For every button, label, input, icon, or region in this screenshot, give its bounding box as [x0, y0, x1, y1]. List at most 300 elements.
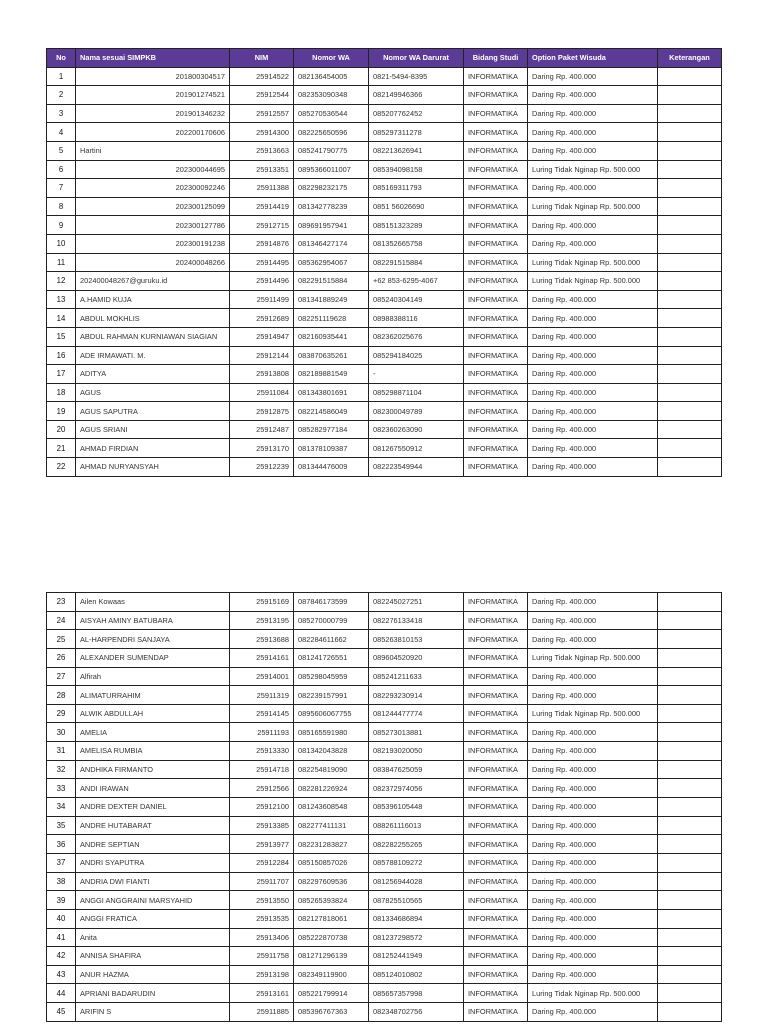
- cell-bidang-studi: INFORMATIKA: [464, 872, 528, 891]
- cell-no: 18: [47, 383, 76, 402]
- cell-nomor-wa-darurat: 082348702756: [369, 1003, 464, 1022]
- table-row: [47, 723, 722, 742]
- cell-option-paket: Daring Rp. 400.000: [528, 798, 658, 817]
- cell-option-paket: Daring Rp. 400.000: [528, 816, 658, 835]
- cell-bidang-studi: INFORMATIKA: [464, 234, 528, 253]
- cell-option-paket: Daring Rp. 400.000: [528, 760, 658, 779]
- cell-nim: 25911499: [230, 290, 294, 309]
- cell-keterangan: [658, 947, 722, 966]
- cell-nim: 25912144: [230, 346, 294, 365]
- cell-bidang-studi: INFORMATIKA: [464, 723, 528, 742]
- cell-no: 42: [47, 947, 76, 966]
- cell-nomor-wa-darurat: 0821-5494-8395: [369, 67, 464, 86]
- table-row: [47, 648, 722, 667]
- table-row: [47, 234, 722, 253]
- cell-bidang-studi: INFORMATIKA: [464, 346, 528, 365]
- cell-nomor-wa-darurat: 082276133418: [369, 611, 464, 630]
- header-option-paket: Option Paket Wisuda: [528, 49, 658, 68]
- cell-option-paket: Daring Rp. 400.000: [528, 67, 658, 86]
- cell-nomor-wa-darurat: 082362025676: [369, 327, 464, 346]
- table-row: [47, 593, 722, 612]
- cell-keterangan: [658, 909, 722, 928]
- cell-nomor-wa: 081243608548: [294, 798, 369, 817]
- cell-nomor-wa: 082136454005: [294, 67, 369, 86]
- cell-nim: 25914718: [230, 760, 294, 779]
- cell-keterangan: [658, 383, 722, 402]
- cell-keterangan: [658, 365, 722, 384]
- cell-nama: 202300191238: [76, 234, 230, 253]
- cell-bidang-studi: INFORMATIKA: [464, 798, 528, 817]
- cell-keterangan: [658, 779, 722, 798]
- cell-nama: ANGGI FRATICA: [76, 909, 230, 928]
- cell-keterangan: [658, 891, 722, 910]
- cell-option-paket: Daring Rp. 400.000: [528, 141, 658, 160]
- cell-nim: 25914495: [230, 253, 294, 272]
- cell-nama: ANDRE DEXTER DANIEL: [76, 798, 230, 817]
- cell-nama: 201800304517: [76, 67, 230, 86]
- cell-no: 23: [47, 593, 76, 612]
- cell-no: 26: [47, 648, 76, 667]
- cell-nomor-wa-darurat: 085241211633: [369, 667, 464, 686]
- cell-nama: AISYAH AMINY BATUBARA: [76, 611, 230, 630]
- cell-nomor-wa: 082353090348: [294, 86, 369, 105]
- cell-bidang-studi: INFORMATIKA: [464, 458, 528, 477]
- cell-nama: ABDUL MOKHLIS: [76, 309, 230, 328]
- cell-option-paket: Daring Rp. 400.000: [528, 779, 658, 798]
- cell-nama: ABDUL RAHMAN KURNIAWAN SIAGIAN: [76, 327, 230, 346]
- cell-nim: 25914300: [230, 123, 294, 142]
- table-row: [47, 420, 722, 439]
- cell-bidang-studi: INFORMATIKA: [464, 104, 528, 123]
- cell-keterangan: [658, 420, 722, 439]
- cell-no: 6: [47, 160, 76, 179]
- cell-option-paket: Daring Rp. 400.000: [528, 179, 658, 198]
- table-row: [47, 346, 722, 365]
- table-row: [47, 365, 722, 384]
- cell-nomor-wa: 085222870738: [294, 928, 369, 947]
- cell-option-paket: Daring Rp. 400.000: [528, 947, 658, 966]
- cell-keterangan: [658, 272, 722, 291]
- cell-nomor-wa: 081342778239: [294, 197, 369, 216]
- cell-option-paket: Daring Rp. 400.000: [528, 365, 658, 384]
- cell-keterangan: [658, 1003, 722, 1022]
- cell-no: 21: [47, 439, 76, 458]
- cell-nomor-wa-darurat: 082300049789: [369, 402, 464, 421]
- cell-option-paket: Daring Rp. 400.000: [528, 309, 658, 328]
- participants-table-page-1: [46, 48, 722, 477]
- cell-nama: AL-HARPENDRI SANJAYA: [76, 630, 230, 649]
- cell-nomor-wa: 082277411131: [294, 816, 369, 835]
- cell-bidang-studi: INFORMATIKA: [464, 402, 528, 421]
- cell-nama: Ailen Kowaas: [76, 593, 230, 612]
- cell-nim: 25913663: [230, 141, 294, 160]
- cell-bidang-studi: INFORMATIKA: [464, 891, 528, 910]
- header-no: No: [47, 49, 76, 68]
- cell-option-paket: Luring Tidak Nginap Rp. 500.000: [528, 253, 658, 272]
- table-row: [47, 816, 722, 835]
- cell-option-paket: Daring Rp. 400.000: [528, 835, 658, 854]
- cell-nomor-wa-darurat: 089604520920: [369, 648, 464, 667]
- cell-option-paket: Daring Rp. 400.000: [528, 290, 658, 309]
- table-body-page-1: [47, 67, 722, 476]
- header-nim: NIM: [230, 49, 294, 68]
- cell-nama: Hartini: [76, 141, 230, 160]
- cell-nomor-wa-darurat: 085151323289: [369, 216, 464, 235]
- cell-keterangan: [658, 67, 722, 86]
- cell-no: 30: [47, 723, 76, 742]
- cell-no: 41: [47, 928, 76, 947]
- cell-nomor-wa: 082127818061: [294, 909, 369, 928]
- cell-no: 27: [47, 667, 76, 686]
- cell-nomor-wa: 085270536544: [294, 104, 369, 123]
- cell-bidang-studi: INFORMATIKA: [464, 439, 528, 458]
- cell-no: 33: [47, 779, 76, 798]
- cell-nomor-wa: 087846173599: [294, 593, 369, 612]
- cell-keterangan: [658, 123, 722, 142]
- cell-option-paket: Daring Rp. 400.000: [528, 872, 658, 891]
- cell-nim: 25913385: [230, 816, 294, 835]
- cell-nomor-wa: 082349119900: [294, 965, 369, 984]
- cell-option-paket: Luring Tidak Nginap Rp. 500.000: [528, 648, 658, 667]
- cell-nomor-wa-darurat: +62 853-6295-4067: [369, 272, 464, 291]
- cell-nomor-wa-darurat: 08988388116: [369, 309, 464, 328]
- cell-keterangan: [658, 216, 722, 235]
- cell-keterangan: [658, 290, 722, 309]
- cell-nama: 202300125099: [76, 197, 230, 216]
- cell-nama: ANDI IRAWAN: [76, 779, 230, 798]
- cell-bidang-studi: INFORMATIKA: [464, 290, 528, 309]
- cell-bidang-studi: INFORMATIKA: [464, 742, 528, 761]
- cell-nama: ALWIK ABDULLAH: [76, 704, 230, 723]
- cell-nomor-wa-darurat: 085297311278: [369, 123, 464, 142]
- cell-no: 45: [47, 1003, 76, 1022]
- cell-bidang-studi: INFORMATIKA: [464, 704, 528, 723]
- cell-no: 43: [47, 965, 76, 984]
- table-row: [47, 928, 722, 947]
- cell-nomor-wa: 085282977184: [294, 420, 369, 439]
- cell-no: 16: [47, 346, 76, 365]
- cell-option-paket: Luring Tidak Nginap Rp. 500.000: [528, 704, 658, 723]
- cell-nim: 25911388: [230, 179, 294, 198]
- cell-nim: 25911319: [230, 686, 294, 705]
- cell-keterangan: [658, 593, 722, 612]
- cell-bidang-studi: INFORMATIKA: [464, 947, 528, 966]
- cell-nomor-wa-darurat: 088261116013: [369, 816, 464, 835]
- table-row: [47, 760, 722, 779]
- cell-keterangan: [658, 458, 722, 477]
- cell-nomor-wa: 083870635261: [294, 346, 369, 365]
- cell-nomor-wa: 085298045959: [294, 667, 369, 686]
- cell-nama: ANGGI ANGGRAINI MARSYAHID: [76, 891, 230, 910]
- cell-no: 39: [47, 891, 76, 910]
- cell-nomor-wa: 0895366011007: [294, 160, 369, 179]
- cell-option-paket: Daring Rp. 400.000: [528, 216, 658, 235]
- table-row: [47, 383, 722, 402]
- cell-nama: 202300092246: [76, 179, 230, 198]
- cell-option-paket: Daring Rp. 400.000: [528, 742, 658, 761]
- cell-option-paket: Daring Rp. 400.000: [528, 853, 658, 872]
- cell-nomor-wa-darurat: 081244477774: [369, 704, 464, 723]
- cell-bidang-studi: INFORMATIKA: [464, 327, 528, 346]
- cell-option-paket: Daring Rp. 400.000: [528, 234, 658, 253]
- table-row: [47, 704, 722, 723]
- cell-nomor-wa: 081342043828: [294, 742, 369, 761]
- cell-nomor-wa-darurat: 082213626941: [369, 141, 464, 160]
- cell-nomor-wa: 089691957941: [294, 216, 369, 235]
- cell-bidang-studi: INFORMATIKA: [464, 611, 528, 630]
- cell-bidang-studi: INFORMATIKA: [464, 593, 528, 612]
- cell-nomor-wa-darurat: 081267550912: [369, 439, 464, 458]
- cell-no: 37: [47, 853, 76, 872]
- cell-nomor-wa-darurat: 083847625059: [369, 760, 464, 779]
- cell-nomor-wa-darurat: 082372974056: [369, 779, 464, 798]
- cell-nama: AHMAD NURYANSYAH: [76, 458, 230, 477]
- cell-nama: ADITYA: [76, 365, 230, 384]
- cell-nomor-wa: 082298232175: [294, 179, 369, 198]
- cell-nama: 202400048267@guruku.id: [76, 272, 230, 291]
- cell-no: 22: [47, 458, 76, 477]
- cell-nama: Anita: [76, 928, 230, 947]
- cell-nama: Alfirah: [76, 667, 230, 686]
- cell-no: 44: [47, 984, 76, 1003]
- cell-nim: 25912715: [230, 216, 294, 235]
- cell-nama: A.HAMID KUJA: [76, 290, 230, 309]
- cell-nomor-wa: 085241790775: [294, 141, 369, 160]
- cell-nama: ANDRE HUTABARAT: [76, 816, 230, 835]
- cell-no: 36: [47, 835, 76, 854]
- cell-nim: 25913351: [230, 160, 294, 179]
- cell-no: 9: [47, 216, 76, 235]
- table-row: [47, 853, 722, 872]
- cell-no: 17: [47, 365, 76, 384]
- cell-keterangan: [658, 439, 722, 458]
- cell-keterangan: [658, 704, 722, 723]
- cell-option-paket: Daring Rp. 400.000: [528, 891, 658, 910]
- cell-keterangan: [658, 104, 722, 123]
- header-wa-darurat: Nomor WA Darurat: [369, 49, 464, 68]
- cell-nomor-wa-darurat: 085273013881: [369, 723, 464, 742]
- cell-keterangan: [658, 630, 722, 649]
- cell-bidang-studi: INFORMATIKA: [464, 67, 528, 86]
- cell-keterangan: [658, 253, 722, 272]
- cell-option-paket: Daring Rp. 400.000: [528, 458, 658, 477]
- cell-nim: 25914145: [230, 704, 294, 723]
- cell-no: 20: [47, 420, 76, 439]
- cell-option-paket: Daring Rp. 400.000: [528, 439, 658, 458]
- cell-keterangan: [658, 872, 722, 891]
- cell-nama: ANDHIKA FIRMANTO: [76, 760, 230, 779]
- cell-keterangan: [658, 234, 722, 253]
- cell-bidang-studi: INFORMATIKA: [464, 816, 528, 835]
- cell-nim: 25914419: [230, 197, 294, 216]
- cell-nim: 25911084: [230, 383, 294, 402]
- cell-nim: 25913688: [230, 630, 294, 649]
- cell-nomor-wa-darurat: 085124010802: [369, 965, 464, 984]
- table-row: [47, 630, 722, 649]
- cell-no: 12: [47, 272, 76, 291]
- cell-nim: 25912557: [230, 104, 294, 123]
- cell-nomor-wa: 082284611662: [294, 630, 369, 649]
- cell-no: 4: [47, 123, 76, 142]
- cell-nomor-wa-darurat: 082282255265: [369, 835, 464, 854]
- table-row: [47, 216, 722, 235]
- cell-nomor-wa: 085165591980: [294, 723, 369, 742]
- cell-bidang-studi: INFORMATIKA: [464, 123, 528, 142]
- cell-nim: 25913161: [230, 984, 294, 1003]
- cell-bidang-studi: INFORMATIKA: [464, 835, 528, 854]
- table-row: [47, 309, 722, 328]
- table-row: [47, 1003, 722, 1022]
- table-row: [47, 197, 722, 216]
- table-row: [47, 67, 722, 86]
- cell-nomor-wa-darurat: -: [369, 365, 464, 384]
- cell-nama: 201901274521: [76, 86, 230, 105]
- cell-no: 28: [47, 686, 76, 705]
- cell-nomor-wa: 082160935441: [294, 327, 369, 346]
- cell-no: 35: [47, 816, 76, 835]
- cell-option-paket: Daring Rp. 400.000: [528, 630, 658, 649]
- cell-nama: ALEXANDER SUMENDAP: [76, 648, 230, 667]
- table-row: [47, 253, 722, 272]
- cell-nomor-wa-darurat: 081237298572: [369, 928, 464, 947]
- cell-nomor-wa-darurat: 085657357998: [369, 984, 464, 1003]
- cell-nim: 25913195: [230, 611, 294, 630]
- cell-nim: 25912544: [230, 86, 294, 105]
- cell-nim: 25912875: [230, 402, 294, 421]
- cell-nomor-wa: 082239157991: [294, 686, 369, 705]
- cell-keterangan: [658, 160, 722, 179]
- cell-nomor-wa-darurat: 081334686894: [369, 909, 464, 928]
- cell-option-paket: Daring Rp. 400.000: [528, 383, 658, 402]
- cell-no: 11: [47, 253, 76, 272]
- cell-nama: AGUS: [76, 383, 230, 402]
- cell-nim: 25915169: [230, 593, 294, 612]
- cell-option-paket: Daring Rp. 400.000: [528, 420, 658, 439]
- cell-nim: 25912284: [230, 853, 294, 872]
- cell-keterangan: [658, 179, 722, 198]
- table-row: [47, 798, 722, 817]
- cell-no: 15: [47, 327, 76, 346]
- cell-no: 31: [47, 742, 76, 761]
- table-row: [47, 272, 722, 291]
- cell-keterangan: [658, 648, 722, 667]
- cell-nomor-wa-darurat: 085263810153: [369, 630, 464, 649]
- table-row: [47, 872, 722, 891]
- cell-nomor-wa-darurat: 085169311793: [369, 179, 464, 198]
- cell-nomor-wa-darurat: 081256944028: [369, 872, 464, 891]
- cell-nama: APRIANI BADARUDIN: [76, 984, 230, 1003]
- table-row: [47, 86, 722, 105]
- cell-bidang-studi: INFORMATIKA: [464, 760, 528, 779]
- cell-keterangan: [658, 86, 722, 105]
- cell-bidang-studi: INFORMATIKA: [464, 965, 528, 984]
- cell-nama: ANNISA SHAFIRA: [76, 947, 230, 966]
- cell-nim: 25914001: [230, 667, 294, 686]
- cell-keterangan: [658, 611, 722, 630]
- cell-bidang-studi: INFORMATIKA: [464, 648, 528, 667]
- cell-keterangan: [658, 197, 722, 216]
- cell-option-paket: Luring Tidak Nginap Rp. 500.000: [528, 160, 658, 179]
- cell-bidang-studi: INFORMATIKA: [464, 630, 528, 649]
- cell-bidang-studi: INFORMATIKA: [464, 309, 528, 328]
- cell-keterangan: [658, 853, 722, 872]
- cell-nama: AHMAD FIRDIAN: [76, 439, 230, 458]
- cell-option-paket: Daring Rp. 400.000: [528, 346, 658, 365]
- cell-nomor-wa: 085362954067: [294, 253, 369, 272]
- cell-option-paket: Luring Tidak Nginap Rp. 500.000: [528, 272, 658, 291]
- cell-option-paket: Daring Rp. 400.000: [528, 667, 658, 686]
- cell-nomor-wa: 0895606067755: [294, 704, 369, 723]
- cell-keterangan: [658, 327, 722, 346]
- table-row: [47, 327, 722, 346]
- cell-nama: ANDRE SEPTIAN: [76, 835, 230, 854]
- cell-bidang-studi: INFORMATIKA: [464, 909, 528, 928]
- cell-nim: 25913406: [230, 928, 294, 947]
- cell-nama: 202300127786: [76, 216, 230, 235]
- cell-bidang-studi: INFORMATIKA: [464, 928, 528, 947]
- cell-nama: ARIFIN S: [76, 1003, 230, 1022]
- cell-bidang-studi: INFORMATIKA: [464, 686, 528, 705]
- cell-nim: 25913198: [230, 965, 294, 984]
- cell-nomor-wa-darurat: 081252441949: [369, 947, 464, 966]
- cell-keterangan: [658, 141, 722, 160]
- cell-nomor-wa: 081341889249: [294, 290, 369, 309]
- cell-nomor-wa: 082189881549: [294, 365, 369, 384]
- cell-nomor-wa: 082291515884: [294, 272, 369, 291]
- cell-nomor-wa-darurat: 082223549944: [369, 458, 464, 477]
- cell-nomor-wa-darurat: 085788109272: [369, 853, 464, 872]
- cell-bidang-studi: INFORMATIKA: [464, 197, 528, 216]
- cell-nim: 25914876: [230, 234, 294, 253]
- cell-no: 19: [47, 402, 76, 421]
- cell-nama: ANUR HAZMA: [76, 965, 230, 984]
- table-row: [47, 947, 722, 966]
- cell-nama: AGUS SRIANI: [76, 420, 230, 439]
- cell-keterangan: [658, 723, 722, 742]
- cell-nomor-wa-darurat: 0851 56026690: [369, 197, 464, 216]
- cell-nim: 25912100: [230, 798, 294, 817]
- cell-nim: 25914496: [230, 272, 294, 291]
- cell-nomor-wa: 081271296139: [294, 947, 369, 966]
- cell-keterangan: [658, 984, 722, 1003]
- cell-nomor-wa: 085396767363: [294, 1003, 369, 1022]
- table-row: [47, 179, 722, 198]
- cell-nim: 25911193: [230, 723, 294, 742]
- cell-bidang-studi: INFORMATIKA: [464, 160, 528, 179]
- cell-no: 32: [47, 760, 76, 779]
- cell-no: 25: [47, 630, 76, 649]
- cell-bidang-studi: INFORMATIKA: [464, 853, 528, 872]
- cell-bidang-studi: INFORMATIKA: [464, 365, 528, 384]
- cell-nama: AMELIA: [76, 723, 230, 742]
- cell-nomor-wa: 081378109387: [294, 439, 369, 458]
- cell-no: 7: [47, 179, 76, 198]
- cell-nomor-wa-darurat: 082293230914: [369, 686, 464, 705]
- cell-nim: 25913330: [230, 742, 294, 761]
- cell-nama: 202400048266: [76, 253, 230, 272]
- cell-keterangan: [658, 402, 722, 421]
- table-row: [47, 779, 722, 798]
- cell-bidang-studi: INFORMATIKA: [464, 420, 528, 439]
- table-row: [47, 667, 722, 686]
- cell-nomor-wa-darurat: 082149946366: [369, 86, 464, 105]
- cell-nim: 25911707: [230, 872, 294, 891]
- cell-nim: 25914161: [230, 648, 294, 667]
- table-row: [47, 686, 722, 705]
- header-keterangan: Keterangan: [658, 49, 722, 68]
- cell-bidang-studi: INFORMATIKA: [464, 1003, 528, 1022]
- cell-nim: 25913535: [230, 909, 294, 928]
